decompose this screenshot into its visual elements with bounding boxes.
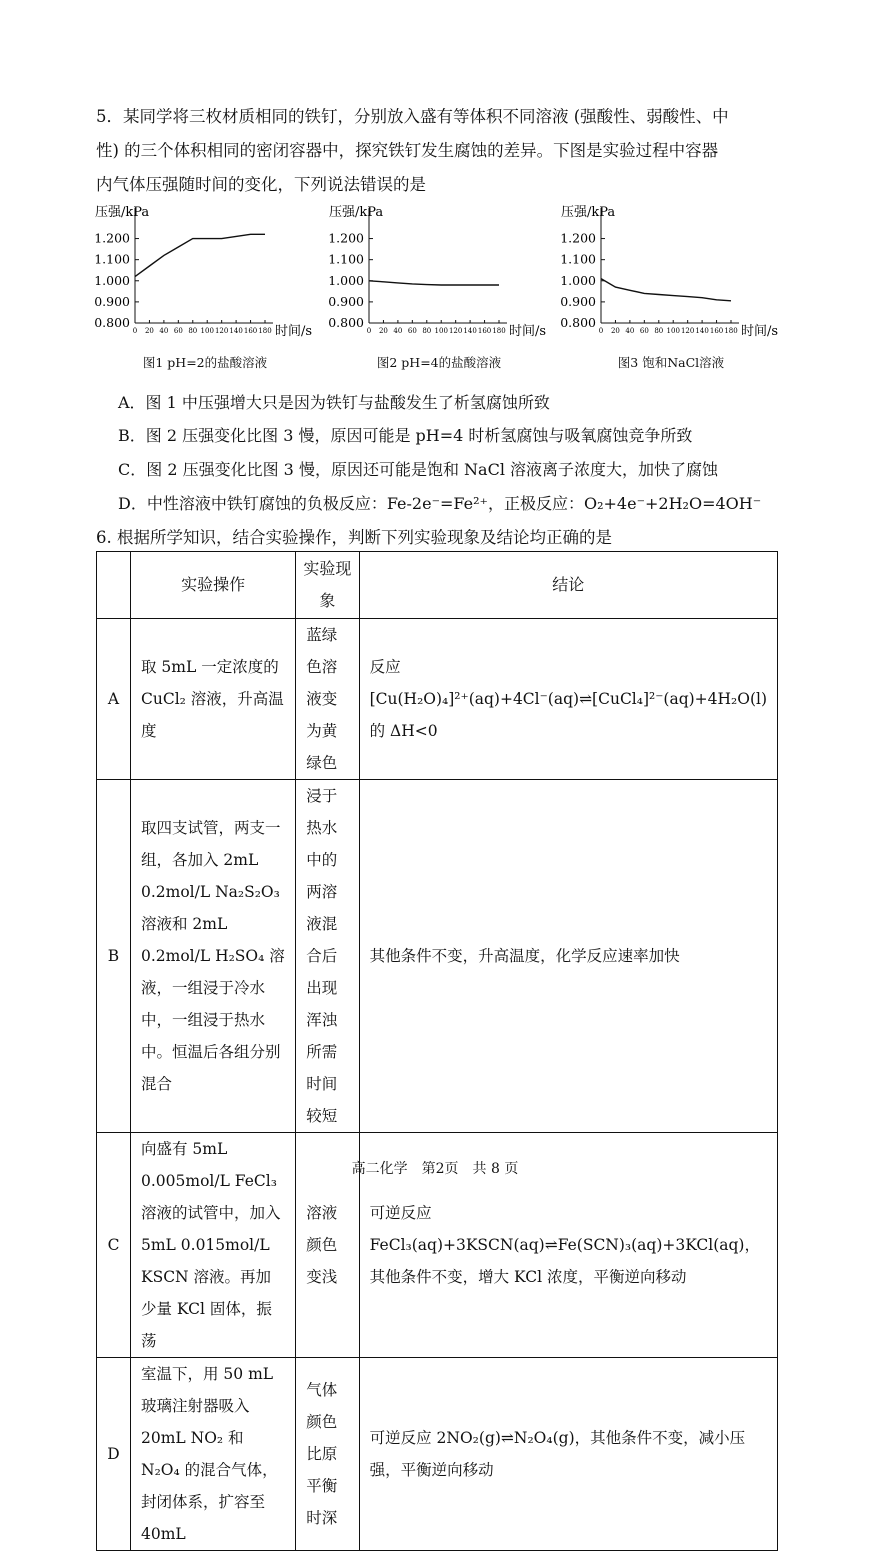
y-tick-label: 0.900 xyxy=(560,293,596,309)
x-tick-label: 100 xyxy=(666,327,680,335)
pressure-series-line xyxy=(601,279,731,301)
q5-option-a: A．图 1 中压强增大只是因为铁钉与盐酸发生了析氢腐蚀所致 xyxy=(118,393,550,412)
header-conclusion: 结论 xyxy=(359,552,777,619)
x-tick-label: 60 xyxy=(407,327,417,335)
row-conclusion: 可逆反应 2NO₂(g)⇌N₂O₄(g)，其他条件不变，减小压强，平衡逆向移动 xyxy=(359,1358,777,1551)
x-tick-label: 20 xyxy=(144,327,154,335)
row-label: B xyxy=(97,780,131,1133)
y-tick-label: 0.800 xyxy=(560,315,596,330)
y-tick-label: 1.100 xyxy=(328,251,364,267)
x-tick-label: 0 xyxy=(132,327,138,335)
table-row xyxy=(97,619,778,780)
y-tick-label: 1.000 xyxy=(328,272,364,288)
y-tick-label: 1.200 xyxy=(560,230,596,246)
x-tick-label: 0 xyxy=(598,327,604,335)
x-tick-label: 40 xyxy=(159,327,169,335)
row-operation: 取四支试管，两支一组，各加入 2mL 0.2mol/L Na₂S₂O₃ 溶液和 2mL 0.2mol/L H₂SO₄ 溶液，一组浸于冷水中，一组浸于热水中。恒温后各组分别混合 xyxy=(131,780,296,1133)
y-tick-label: 0.800 xyxy=(328,315,364,330)
row-phenomenon: 气体颜色比原平衡时深 xyxy=(296,1358,359,1551)
x-tick-label: 160 xyxy=(709,327,724,335)
y-axis-label: 压强/kPa xyxy=(329,205,384,220)
chart-2 xyxy=(324,198,554,378)
y-tick-label: 1.000 xyxy=(560,272,596,288)
x-axis-label: 时间/s xyxy=(275,324,313,339)
x-tick-label: 20 xyxy=(610,327,620,335)
q5-stem-line2: 性) 的三个体积相同的密闭容器中，探究铁钉发生腐蚀的差异。下图是实验过程中容器 xyxy=(96,141,719,160)
x-axis-label: 时间/s xyxy=(509,324,547,339)
y-tick-label: 1.100 xyxy=(560,251,596,267)
y-tick-label: 1.200 xyxy=(328,230,364,246)
row-conclusion: 其他条件不变，升高温度，化学反应速率加快 xyxy=(359,780,777,1133)
row-label: A xyxy=(97,619,131,780)
x-tick-label: 40 xyxy=(393,327,403,335)
y-tick-label: 0.800 xyxy=(94,315,130,330)
row-operation: 向盛有 5mL 0.005mol/L FeCl₃ 溶液的试管中，加入 5mL 0.015mol/L KSCN 溶液。再加少量 KCl 固体，振荡 xyxy=(131,1133,296,1358)
y-tick-label: 0.900 xyxy=(328,293,364,309)
x-tick-label: 80 xyxy=(422,327,432,335)
x-tick-label: 140 xyxy=(463,327,477,335)
header-phenomenon: 实验现象 xyxy=(296,552,359,619)
y-tick-label: 1.100 xyxy=(94,251,130,267)
x-tick-label: 140 xyxy=(229,327,243,335)
x-tick-label: 100 xyxy=(200,327,214,335)
x-tick-label: 180 xyxy=(258,327,272,335)
table-row xyxy=(97,780,778,1133)
x-tick-label: 40 xyxy=(625,327,635,335)
pressure-series-line xyxy=(135,234,265,276)
row-label: C xyxy=(97,1133,131,1358)
row-phenomenon: 蓝绿色溶液变为黄绿色 xyxy=(296,619,359,780)
q5-stem-line1: 5．某同学将三枚材质相同的铁钉，分别放入盛有等体积不同溶液 (强酸性、弱酸性、中 xyxy=(96,107,729,126)
header-blank xyxy=(97,552,131,619)
chart-2-caption: 图2 pH=4的盐酸溶液 xyxy=(376,355,502,370)
x-tick-label: 0 xyxy=(366,327,372,335)
x-tick-label: 80 xyxy=(188,327,198,335)
table-row xyxy=(97,1358,778,1551)
x-tick-label: 160 xyxy=(477,327,492,335)
pressure-charts xyxy=(90,198,790,378)
q5-stem-line3: 内气体压强随时间的变化，下列说法错误的是 xyxy=(96,175,426,194)
x-tick-label: 60 xyxy=(639,327,649,335)
x-tick-label: 60 xyxy=(173,327,183,335)
y-tick-label: 1.000 xyxy=(94,272,130,288)
row-conclusion: 反应[Cu(H₂O)₄]²⁺(aq)+4Cl⁻(aq)⇌[CuCl₄]²⁻(aq)+4H₂O(l)的 ΔH<0 xyxy=(359,619,777,780)
y-tick-label: 0.900 xyxy=(94,293,130,309)
q5-option-d: D．中性溶液中铁钉腐蚀的负极反应：Fe-2e⁻=Fe²⁺，正极反应：O₂+4e⁻+2H₂O=4OH⁻ xyxy=(118,494,762,513)
header-operation: 实验操作 xyxy=(131,552,296,619)
x-tick-label: 20 xyxy=(378,327,388,335)
y-tick-label: 1.200 xyxy=(94,230,130,246)
y-axis-label: 压强/kPa xyxy=(561,205,616,220)
x-tick-label: 120 xyxy=(448,327,463,335)
x-tick-label: 160 xyxy=(243,327,258,335)
q5-option-b: B．图 2 压强变化比图 3 慢，原因可能是 pH=4 时析氢腐蚀与吸氧腐蚀竞争所致 xyxy=(118,426,693,445)
chart-3-svg xyxy=(556,198,786,348)
row-operation: 室温下，用 50 mL 玻璃注射器吸入 20mL NO₂ 和 N₂O₄ 的混合气体，封闭体系，扩容至 40mL xyxy=(131,1358,296,1551)
x-tick-label: 120 xyxy=(214,327,229,335)
x-tick-label: 100 xyxy=(434,327,448,335)
x-tick-label: 180 xyxy=(492,327,506,335)
page-footer: 高二化学 第2页 共 8 页 xyxy=(351,1161,519,1177)
row-operation: 取 5mL 一定浓度的 CuCl₂ 溶液，升高温度 xyxy=(131,619,296,780)
x-tick-label: 140 xyxy=(695,327,709,335)
chart-3-caption: 图3 饱和NaCl溶液 xyxy=(617,355,725,370)
pressure-series-line xyxy=(369,281,499,285)
x-tick-label: 120 xyxy=(680,327,695,335)
chart-1 xyxy=(90,198,320,378)
row-phenomenon: 浸于热水中的两溶液混合后出现浑浊所需时间较短 xyxy=(296,780,359,1133)
row-phenomenon: 溶液颜色变浅 xyxy=(296,1133,359,1358)
chart-3 xyxy=(556,198,786,378)
row-label: D xyxy=(97,1358,131,1551)
experiment-table xyxy=(96,551,778,1551)
q6-stem: 6. 根据所学知识，结合实验操作，判断下列实验现象及结论均正确的是 xyxy=(96,528,612,547)
table-header-row xyxy=(97,552,778,619)
chart-1-svg xyxy=(90,198,320,348)
x-tick-label: 180 xyxy=(724,327,738,335)
chart-2-svg xyxy=(324,198,554,348)
q5-option-c: C．图 2 压强变化比图 3 慢，原因还可能是饱和 NaCl 溶液离子浓度大，加快了腐蚀 xyxy=(118,460,719,479)
y-axis-label: 压强/kPa xyxy=(95,205,150,220)
chart-1-caption: 图1 pH=2的盐酸溶液 xyxy=(142,355,268,370)
row-conclusion: 可逆反应 FeCl₃(aq)+3KSCN(aq)⇌Fe(SCN)₃(aq)+3KCl(aq)，其他条件不变，增大 KCl 浓度，平衡逆向移动 xyxy=(359,1133,777,1358)
x-axis-label: 时间/s xyxy=(741,324,779,339)
x-tick-label: 80 xyxy=(654,327,664,335)
